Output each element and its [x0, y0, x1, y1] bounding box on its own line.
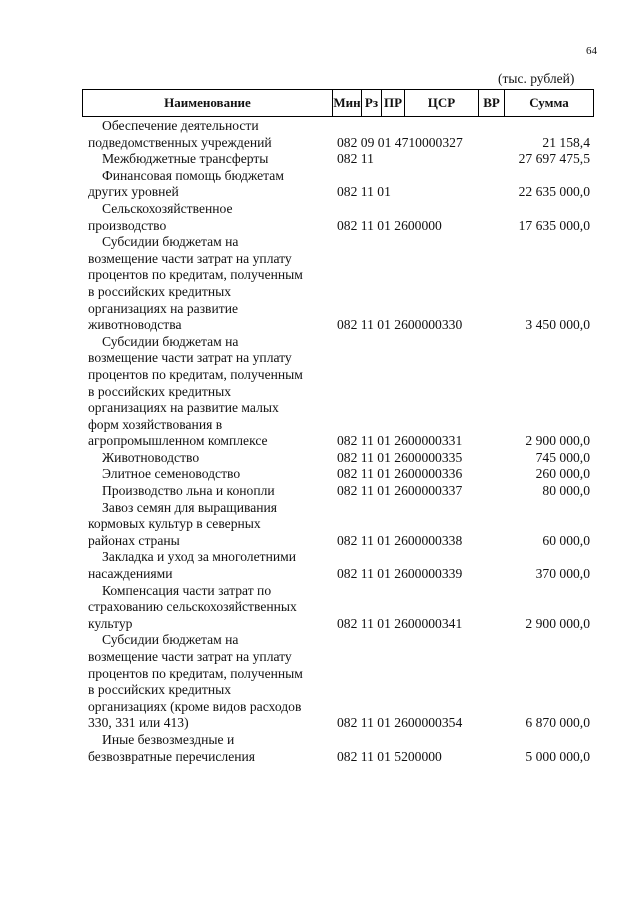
row-amount: 6 870 000,0 — [525, 715, 590, 731]
row-name-line: Обеспечение деятельности — [102, 118, 259, 133]
row-name-line: в российских кредитных — [88, 283, 232, 299]
table-row — [0, 549, 640, 582]
row-name-line: процентов по кредитам, полученным — [88, 665, 303, 681]
row-name-line: организациях на развитие — [88, 300, 239, 316]
row-name-line: возмещение части затрат на уплату — [88, 350, 292, 366]
table-row — [0, 500, 640, 550]
row-name-line: 330, 331 или 413) — [88, 715, 189, 731]
row-name-line: Финансовая помощь бюджетам — [102, 167, 284, 183]
row-name-line: страхованию сельскохозяйственных — [88, 599, 297, 615]
row-name — [88, 234, 334, 334]
row-name-line: Закладка и уход за многолетними — [102, 549, 296, 565]
table-row — [0, 168, 640, 201]
row-name — [88, 483, 334, 500]
table-row — [0, 334, 640, 450]
row-codes: 082 11 01 2600000337 — [337, 483, 463, 499]
header-pr: ПР — [382, 90, 405, 117]
budget-rows — [0, 118, 640, 765]
row-name-line: Сельскохозяйственное — [102, 200, 233, 216]
row-name-line: Иные безвозмездные и — [102, 731, 235, 747]
row-name — [88, 201, 334, 234]
row-name — [88, 732, 334, 765]
table-row — [0, 466, 640, 483]
row-name-line: Производство льна и конопли — [102, 483, 275, 499]
table-row — [0, 483, 640, 500]
row-name-line: Элитное семеноводство — [102, 466, 241, 482]
row-amount: 22 635 000,0 — [518, 184, 590, 200]
row-amount: 2 900 000,0 — [525, 615, 590, 631]
row-name-line: производство — [88, 217, 167, 233]
row-name-line: Животноводство — [102, 449, 200, 465]
row-name — [88, 549, 334, 582]
row-amount: 370 000,0 — [535, 566, 590, 582]
row-amount: 260 000,0 — [535, 466, 590, 482]
row-name-line: возмещение части затрат на уплату — [88, 649, 292, 664]
header-name: Наименование — [83, 90, 333, 117]
row-codes: 082 11 — [337, 151, 374, 167]
row-codes: 082 09 01 4710000327 — [337, 134, 463, 150]
row-name-line: в российских кредитных — [88, 682, 232, 698]
row-amount: 5 000 000,0 — [525, 748, 590, 764]
row-amount: 2 900 000,0 — [525, 433, 590, 449]
table-row — [0, 151, 640, 168]
row-name — [88, 500, 334, 550]
table-row — [0, 234, 640, 334]
row-name-line: организациях (кроме видов расходов — [88, 698, 302, 714]
row-codes: 082 11 01 2600000336 — [337, 466, 463, 482]
row-name — [88, 583, 334, 633]
row-name-line: Субсидии бюджетам на — [102, 333, 239, 349]
row-name — [88, 118, 334, 151]
header-csr: ЦСР — [405, 90, 479, 117]
header-rz: Рз — [362, 90, 382, 117]
row-name-line: в российских кредитных — [88, 383, 232, 399]
table-row — [0, 583, 640, 633]
row-name-line: организациях на развитие малых — [88, 400, 279, 416]
table-row — [0, 118, 640, 151]
row-name-line: возмещение части затрат на уплату — [88, 250, 292, 266]
row-name — [88, 168, 334, 201]
header-min: Мин — [333, 90, 362, 117]
row-name-line: подведомственных учреждений — [88, 134, 272, 150]
table-row — [0, 201, 640, 234]
row-codes: 082 11 01 2600000 — [337, 217, 442, 233]
row-amount: 27 697 475,5 — [518, 151, 590, 167]
row-amount: 21 158,4 — [542, 134, 590, 150]
row-name-line: Межбюджетные трансферты — [102, 151, 269, 167]
row-name-line: безвозвратные перечисления — [88, 748, 256, 764]
row-name-line: насаждениями — [88, 566, 173, 582]
row-name-line: культур — [88, 615, 133, 631]
row-amount: 3 450 000,0 — [525, 317, 590, 333]
row-name — [88, 450, 334, 467]
row-codes: 082 11 01 5200000 — [337, 748, 442, 764]
row-codes: 082 11 01 2600000339 — [337, 566, 463, 582]
row-amount: 80 000,0 — [542, 483, 590, 499]
row-codes: 082 11 01 2600000330 — [337, 317, 463, 333]
row-name — [88, 632, 334, 732]
table-row — [0, 732, 640, 765]
table-row — [0, 450, 640, 467]
row-name-line: Субсидии бюджетам на — [102, 632, 239, 648]
unit-label: (тыс. рублей) — [498, 71, 575, 86]
row-name-line: кормовых культур в северных — [88, 516, 261, 532]
row-codes: 082 11 01 2600000331 — [337, 433, 463, 449]
row-codes: 082 11 01 2600000338 — [337, 532, 463, 548]
header-vr: ВР — [479, 90, 505, 117]
row-codes: 082 11 01 — [337, 184, 391, 200]
row-name-line: Субсидии бюджетам на — [102, 234, 239, 250]
row-amount: 60 000,0 — [542, 532, 590, 548]
row-codes: 082 11 01 2600000354 — [337, 715, 463, 731]
row-name-line: процентов по кредитам, полученным — [88, 366, 303, 382]
row-name — [88, 466, 334, 483]
table-row — [0, 632, 640, 732]
row-amount: 745 000,0 — [535, 449, 590, 465]
row-name-line: агропромышленном комплексе — [88, 433, 268, 449]
row-name — [88, 334, 334, 450]
row-name-line: животноводства — [88, 317, 182, 333]
row-codes: 082 11 01 2600000335 — [337, 449, 463, 465]
row-name-line: процентов по кредитам, полученным — [88, 267, 303, 283]
row-name-line: Завоз семян для выращивания — [102, 499, 278, 515]
row-name — [88, 151, 334, 168]
table-header — [82, 89, 594, 117]
row-name-line: районах страны — [88, 532, 180, 548]
row-name-line: других уровней — [88, 184, 179, 200]
row-amount: 17 635 000,0 — [518, 217, 590, 233]
page-number: 64 — [586, 45, 597, 57]
row-name-line: Компенсация части затрат по — [102, 582, 272, 598]
header-sum: Сумма — [505, 90, 594, 117]
row-codes: 082 11 01 2600000341 — [337, 615, 463, 631]
row-name-line: форм хозяйствования в — [88, 416, 223, 432]
